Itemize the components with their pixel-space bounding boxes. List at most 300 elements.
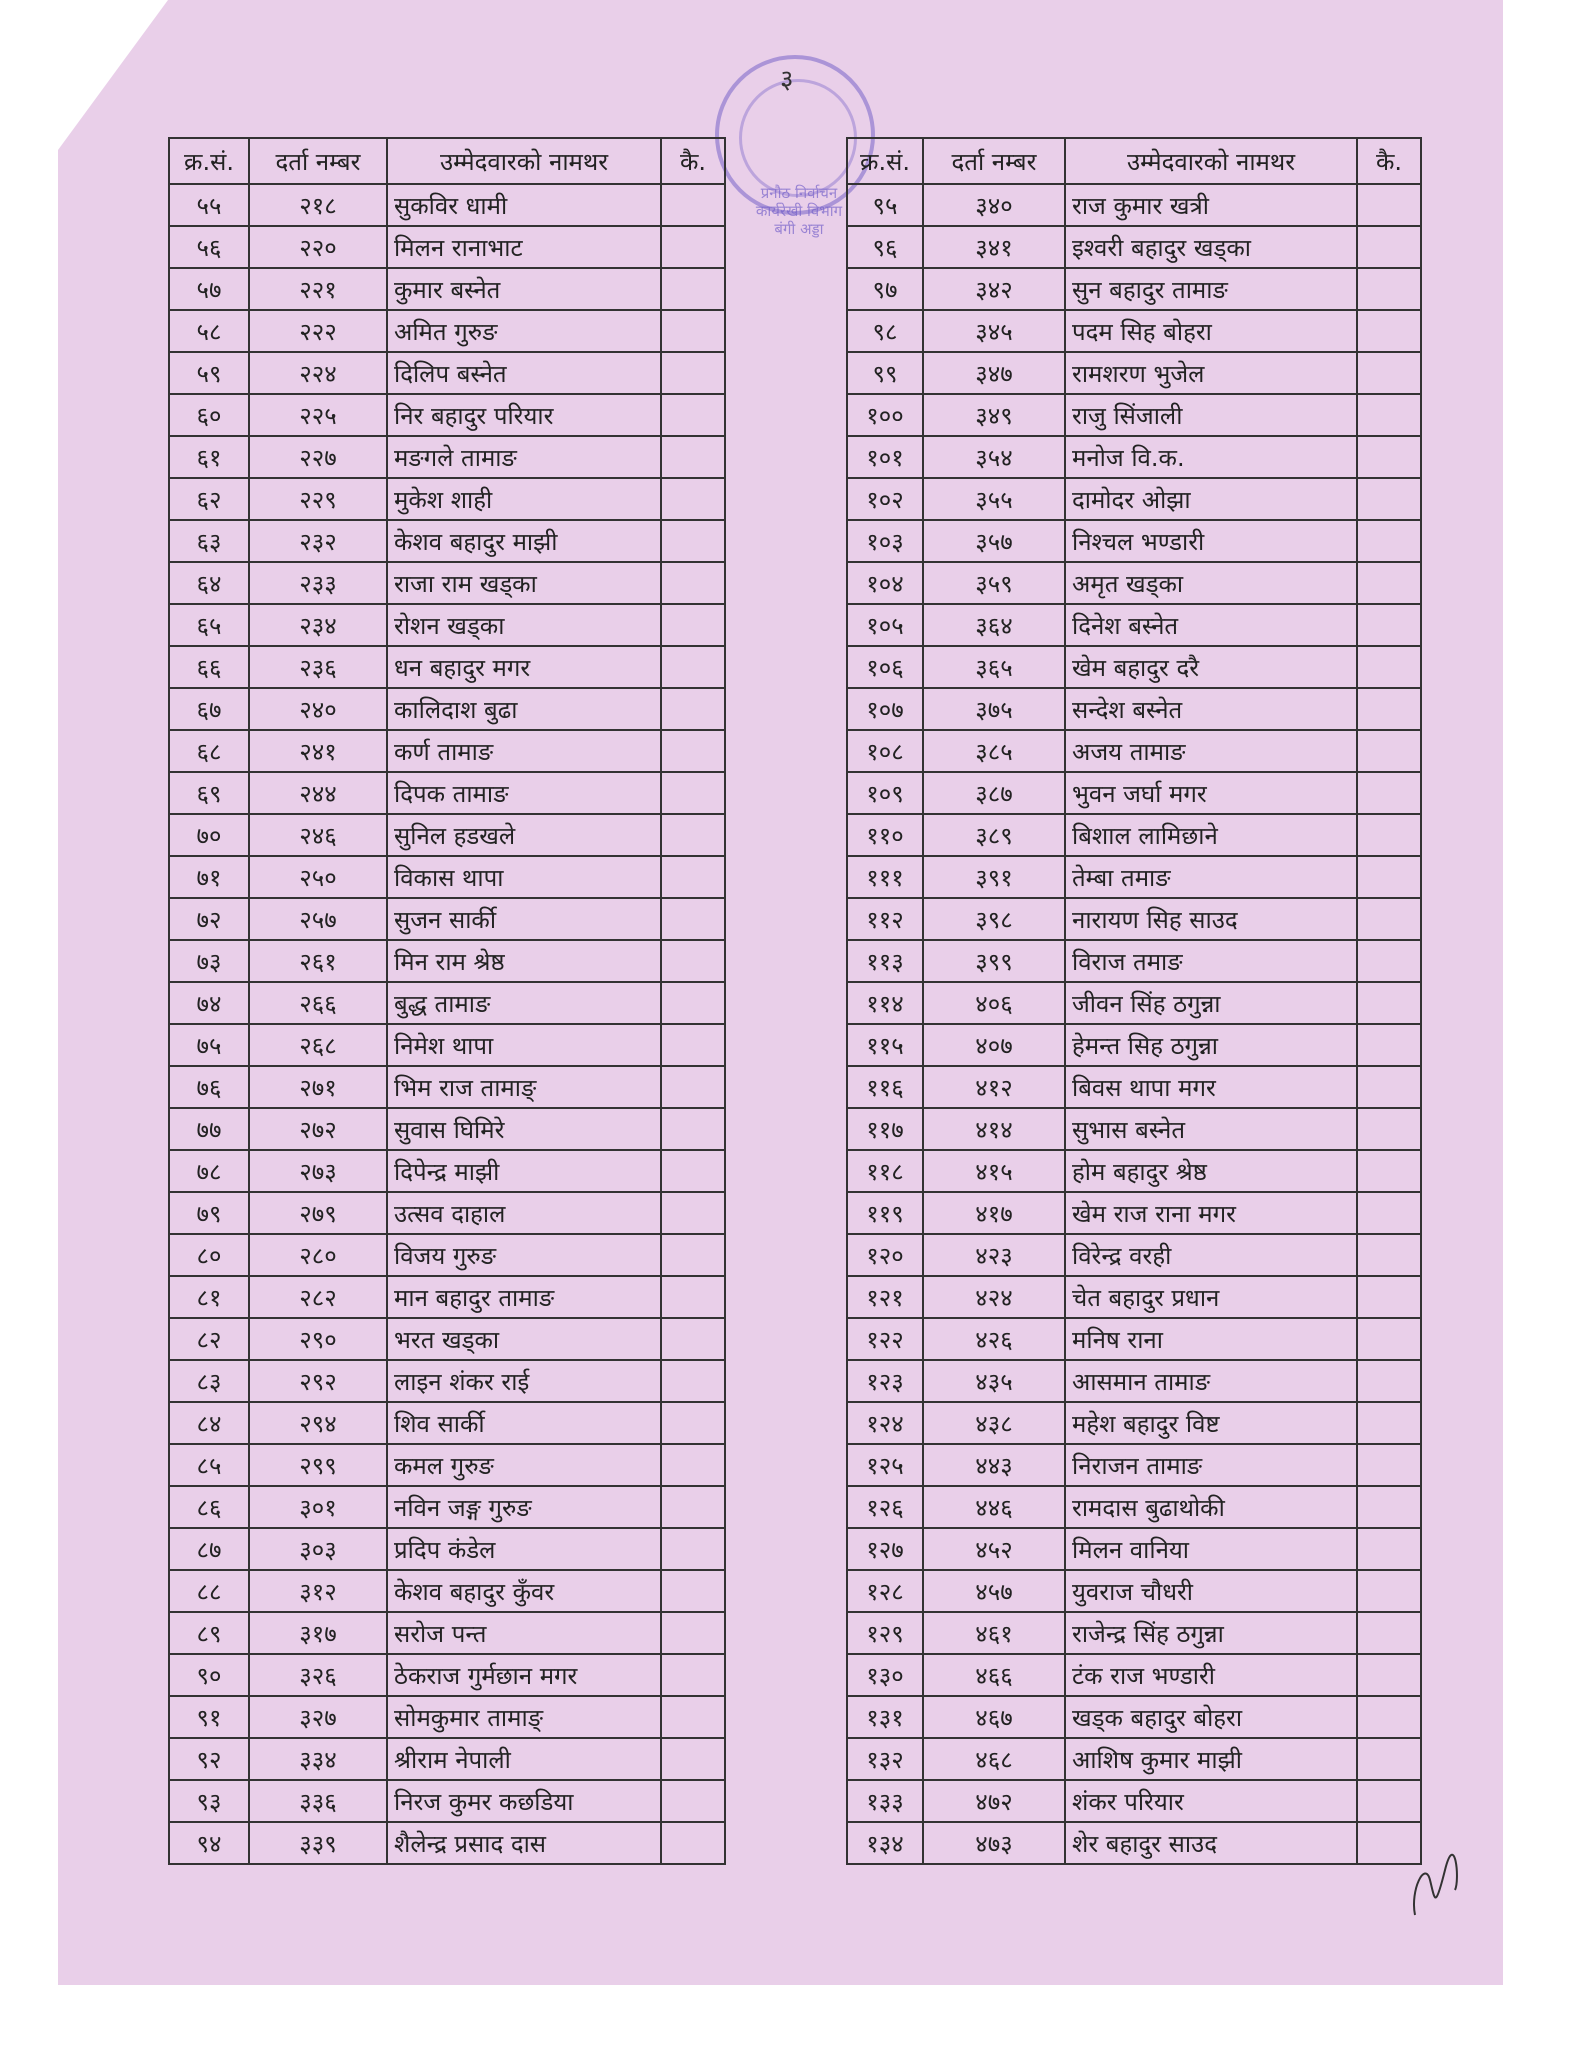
- table-row: [847, 604, 1421, 646]
- table-row: [847, 646, 1421, 688]
- candidate-name-cell: ठेकराज गुर्मछान मगर: [387, 1654, 661, 1696]
- serial-number-cell: १२८: [847, 1570, 923, 1612]
- candidate-name-cell: आसमान तामाङ: [1065, 1360, 1357, 1402]
- remarks-cell: [1357, 730, 1421, 772]
- remarks-cell: [1357, 646, 1421, 688]
- table-row: [169, 352, 725, 394]
- serial-number-cell: १२६: [847, 1486, 923, 1528]
- candidate-name-cell: सुजन सार्की: [387, 898, 661, 940]
- table-row: [847, 1444, 1421, 1486]
- remarks-cell: [661, 394, 725, 436]
- table-row: [847, 1738, 1421, 1780]
- remarks-cell: [1357, 226, 1421, 268]
- table-row: [847, 1570, 1421, 1612]
- registration-number-cell: २२५: [249, 394, 387, 436]
- table-row: [847, 268, 1421, 310]
- serial-number-cell: १०९: [847, 772, 923, 814]
- serial-number-cell: ८२: [169, 1318, 249, 1360]
- serial-number-cell: ९५: [847, 184, 923, 226]
- candidate-name-cell: मनिष राना: [1065, 1318, 1357, 1360]
- table-row: [169, 1822, 725, 1864]
- table-row: [847, 1654, 1421, 1696]
- remarks-cell: [1357, 1318, 1421, 1360]
- candidate-name-cell: सुन बहादुर तामाङ: [1065, 268, 1357, 310]
- table-row: [169, 1318, 725, 1360]
- serial-number-cell: ८१: [169, 1276, 249, 1318]
- serial-number-cell: ५७: [169, 268, 249, 310]
- table-row: [847, 1108, 1421, 1150]
- registration-number-cell: ३५५: [923, 478, 1065, 520]
- remarks-cell: [1357, 604, 1421, 646]
- candidate-name-cell: लाइन शंकर राई: [387, 1360, 661, 1402]
- registration-number-cell: २२९: [249, 478, 387, 520]
- table-row: [847, 310, 1421, 352]
- serial-number-cell: १२९: [847, 1612, 923, 1654]
- serial-number-cell: ८०: [169, 1234, 249, 1276]
- serial-number-cell: ८८: [169, 1570, 249, 1612]
- candidate-name-cell: सरोज पन्त: [387, 1612, 661, 1654]
- table-row: [169, 268, 725, 310]
- candidate-name-cell: राज कुमार खत्री: [1065, 184, 1357, 226]
- remarks-cell: [1357, 1024, 1421, 1066]
- table-row: [169, 1696, 725, 1738]
- table-row: [847, 1486, 1421, 1528]
- remarks-cell: [661, 184, 725, 226]
- candidate-name-cell: विराज तमाङ: [1065, 940, 1357, 982]
- table-row: [847, 436, 1421, 478]
- candidate-name-cell: सुवास घिमिरे: [387, 1108, 661, 1150]
- table-row: [847, 898, 1421, 940]
- remarks-cell: [1357, 352, 1421, 394]
- header-serial-number: क्र.सं.: [169, 138, 249, 184]
- remarks-cell: [1357, 1066, 1421, 1108]
- candidate-name-cell: धन बहादुर मगर: [387, 646, 661, 688]
- serial-number-cell: ५५: [169, 184, 249, 226]
- remarks-cell: [1357, 562, 1421, 604]
- registration-number-cell: ३६४: [923, 604, 1065, 646]
- candidate-name-cell: राजा राम खड्का: [387, 562, 661, 604]
- candidate-name-cell: भिम राज तामाङ्: [387, 1066, 661, 1108]
- serial-number-cell: ११३: [847, 940, 923, 982]
- candidate-name-cell: विकास थापा: [387, 856, 661, 898]
- candidate-table-left: [168, 137, 726, 1865]
- candidate-name-cell: अजय तामाङ: [1065, 730, 1357, 772]
- registration-number-cell: ३७५: [923, 688, 1065, 730]
- header-serial-number: क्र.सं.: [847, 138, 923, 184]
- registration-number-cell: २४४: [249, 772, 387, 814]
- remarks-cell: [661, 1402, 725, 1444]
- serial-number-cell: १२४: [847, 1402, 923, 1444]
- registration-number-cell: २५७: [249, 898, 387, 940]
- table-row: [169, 856, 725, 898]
- candidate-name-cell: कमल गुरुङ: [387, 1444, 661, 1486]
- registration-number-cell: ३९८: [923, 898, 1065, 940]
- candidate-name-cell: नविन जङ्ग गुरुङ: [387, 1486, 661, 1528]
- remarks-cell: [1357, 1654, 1421, 1696]
- remarks-cell: [661, 940, 725, 982]
- table-row: [169, 394, 725, 436]
- remarks-cell: [661, 1612, 725, 1654]
- registration-number-cell: ३८७: [923, 772, 1065, 814]
- serial-number-cell: ७३: [169, 940, 249, 982]
- serial-number-cell: १०८: [847, 730, 923, 772]
- table-row: [847, 1612, 1421, 1654]
- remarks-cell: [661, 1486, 725, 1528]
- table-row: [847, 772, 1421, 814]
- serial-number-cell: १२५: [847, 1444, 923, 1486]
- table-row: [169, 1486, 725, 1528]
- table-row: [169, 1402, 725, 1444]
- registration-number-cell: २७२: [249, 1108, 387, 1150]
- registration-number-cell: २९४: [249, 1402, 387, 1444]
- serial-number-cell: ११६: [847, 1066, 923, 1108]
- serial-number-cell: १२१: [847, 1276, 923, 1318]
- serial-number-cell: १०६: [847, 646, 923, 688]
- table-row: [169, 1192, 725, 1234]
- serial-number-cell: ७२: [169, 898, 249, 940]
- table-row: [169, 1612, 725, 1654]
- registration-number-cell: २२०: [249, 226, 387, 268]
- registration-number-cell: ३४१: [923, 226, 1065, 268]
- serial-number-cell: १३३: [847, 1780, 923, 1822]
- table-row: [847, 1276, 1421, 1318]
- serial-number-cell: ६४: [169, 562, 249, 604]
- candidate-name-cell: निरज कुमर कछडिया: [387, 1780, 661, 1822]
- remarks-cell: [661, 814, 725, 856]
- table-row: [169, 982, 725, 1024]
- serial-number-cell: १०२: [847, 478, 923, 520]
- candidate-name-cell: सोमकुमार तामाङ्: [387, 1696, 661, 1738]
- table-row: [169, 436, 725, 478]
- registration-number-cell: ३४२: [923, 268, 1065, 310]
- serial-number-cell: ६७: [169, 688, 249, 730]
- table-row: [169, 1444, 725, 1486]
- remarks-cell: [1357, 1738, 1421, 1780]
- serial-number-cell: ९३: [169, 1780, 249, 1822]
- serial-number-cell: ११२: [847, 898, 923, 940]
- serial-number-cell: ६३: [169, 520, 249, 562]
- candidate-name-cell: सुनिल हडखले: [387, 814, 661, 856]
- serial-number-cell: ११८: [847, 1150, 923, 1192]
- registration-number-cell: ४३५: [923, 1360, 1065, 1402]
- remarks-cell: [1357, 940, 1421, 982]
- registration-number-cell: ३४५: [923, 310, 1065, 352]
- seal-emblem-icon: [739, 79, 857, 197]
- serial-number-cell: ९०: [169, 1654, 249, 1696]
- candidate-name-cell: सुभास बस्नेत: [1065, 1108, 1357, 1150]
- serial-number-cell: ५९: [169, 352, 249, 394]
- registration-number-cell: २३२: [249, 520, 387, 562]
- registration-number-cell: २९९: [249, 1444, 387, 1486]
- serial-number-cell: ५६: [169, 226, 249, 268]
- registration-number-cell: ४२४: [923, 1276, 1065, 1318]
- serial-number-cell: १०४: [847, 562, 923, 604]
- serial-number-cell: १२०: [847, 1234, 923, 1276]
- remarks-cell: [1357, 856, 1421, 898]
- remarks-cell: [1357, 1444, 1421, 1486]
- remarks-cell: [661, 856, 725, 898]
- registration-number-cell: ४१५: [923, 1150, 1065, 1192]
- serial-number-cell: ७९: [169, 1192, 249, 1234]
- remarks-cell: [1357, 520, 1421, 562]
- remarks-cell: [661, 1234, 725, 1276]
- remarks-cell: [1357, 1234, 1421, 1276]
- registration-number-cell: ४३८: [923, 1402, 1065, 1444]
- registration-number-cell: ३४०: [923, 184, 1065, 226]
- serial-number-cell: १११: [847, 856, 923, 898]
- table-row: [169, 688, 725, 730]
- candidate-name-cell: इश्वरी बहादुर खड्का: [1065, 226, 1357, 268]
- candidate-name-cell: मिलन रानाभाट: [387, 226, 661, 268]
- table-row: [847, 1024, 1421, 1066]
- table-row: [169, 478, 725, 520]
- remarks-cell: [1357, 688, 1421, 730]
- registration-number-cell: ४१७: [923, 1192, 1065, 1234]
- table-row: [847, 1528, 1421, 1570]
- registration-number-cell: ३२७: [249, 1696, 387, 1738]
- remarks-cell: [661, 562, 725, 604]
- remarks-cell: [661, 1696, 725, 1738]
- remarks-cell: [661, 268, 725, 310]
- serial-number-cell: ९१: [169, 1696, 249, 1738]
- remarks-cell: [661, 436, 725, 478]
- remarks-cell: [1357, 1150, 1421, 1192]
- candidate-name-cell: भुवन जर्घा मगर: [1065, 772, 1357, 814]
- candidate-name-cell: श्रीराम नेपाली: [387, 1738, 661, 1780]
- serial-number-cell: ९८: [847, 310, 923, 352]
- remarks-cell: [661, 898, 725, 940]
- seal-line-3: बंगी अड्डा: [774, 220, 824, 238]
- remarks-cell: [1357, 268, 1421, 310]
- serial-number-cell: ११४: [847, 982, 923, 1024]
- serial-number-cell: ११७: [847, 1108, 923, 1150]
- remarks-cell: [1357, 1108, 1421, 1150]
- table-row: [847, 1360, 1421, 1402]
- remarks-cell: [661, 1780, 725, 1822]
- remarks-cell: [661, 1654, 725, 1696]
- candidate-name-cell: मिन राम श्रेष्ठ: [387, 940, 661, 982]
- remarks-cell: [1357, 814, 1421, 856]
- table-row: [847, 982, 1421, 1024]
- remarks-cell: [1357, 772, 1421, 814]
- remarks-cell: [661, 1318, 725, 1360]
- serial-number-cell: ११०: [847, 814, 923, 856]
- remarks-cell: [661, 520, 725, 562]
- candidate-name-cell: नारायण सिह साउद: [1065, 898, 1357, 940]
- registration-number-cell: ४४३: [923, 1444, 1065, 1486]
- registration-number-cell: २७३: [249, 1150, 387, 1192]
- table-row: [847, 1066, 1421, 1108]
- table-row: [169, 1066, 725, 1108]
- header-registration-number: दर्ता नम्बर: [923, 138, 1065, 184]
- registration-number-cell: ३५९: [923, 562, 1065, 604]
- candidate-name-cell: जीवन सिंह ठगुन्ना: [1065, 982, 1357, 1024]
- registration-number-cell: २४०: [249, 688, 387, 730]
- serial-number-cell: ८४: [169, 1402, 249, 1444]
- table-row: [847, 1318, 1421, 1360]
- table-row: [169, 1780, 725, 1822]
- table-header-row: [169, 138, 725, 184]
- registration-number-cell: ३५४: [923, 436, 1065, 478]
- table-row: [169, 1570, 725, 1612]
- candidate-name-cell: मिलन वानिया: [1065, 1528, 1357, 1570]
- table-row: [847, 226, 1421, 268]
- serial-number-cell: १३०: [847, 1654, 923, 1696]
- registration-number-cell: ४५७: [923, 1570, 1065, 1612]
- registration-number-cell: ३४९: [923, 394, 1065, 436]
- serial-number-cell: ८९: [169, 1612, 249, 1654]
- serial-number-cell: १०१: [847, 436, 923, 478]
- serial-number-cell: ८५: [169, 1444, 249, 1486]
- table-row: [169, 1360, 725, 1402]
- candidate-name-cell: शंकर परियार: [1065, 1780, 1357, 1822]
- remarks-cell: [661, 1024, 725, 1066]
- candidate-name-cell: शैलेन्द्र प्रसाद दास: [387, 1822, 661, 1864]
- serial-number-cell: ६५: [169, 604, 249, 646]
- table-row: [847, 856, 1421, 898]
- header-remarks: कै.: [661, 138, 725, 184]
- table-row: [847, 1780, 1421, 1822]
- candidate-name-cell: निमेश थापा: [387, 1024, 661, 1066]
- serial-number-cell: ७०: [169, 814, 249, 856]
- serial-number-cell: १२२: [847, 1318, 923, 1360]
- candidate-name-cell: विरेन्द्र वरही: [1065, 1234, 1357, 1276]
- candidate-name-cell: मान बहादुर तामाङ: [387, 1276, 661, 1318]
- remarks-cell: [661, 352, 725, 394]
- registration-number-cell: २६८: [249, 1024, 387, 1066]
- remarks-cell: [1357, 1276, 1421, 1318]
- table-row: [169, 1234, 725, 1276]
- registration-number-cell: ४६१: [923, 1612, 1065, 1654]
- serial-number-cell: ७१: [169, 856, 249, 898]
- registration-number-cell: २३४: [249, 604, 387, 646]
- registration-number-cell: २३३: [249, 562, 387, 604]
- folded-corner: [58, 0, 168, 150]
- table-row: [847, 184, 1421, 226]
- table-row: [847, 1696, 1421, 1738]
- remarks-cell: [1357, 1570, 1421, 1612]
- table-header-row: [847, 138, 1421, 184]
- table-row: [169, 1150, 725, 1192]
- registration-number-cell: ३२६: [249, 1654, 387, 1696]
- candidate-name-cell: तेम्बा तमाङ: [1065, 856, 1357, 898]
- candidate-name-cell: युवराज चौधरी: [1065, 1570, 1357, 1612]
- registration-number-cell: ३४७: [923, 352, 1065, 394]
- table-row: [847, 688, 1421, 730]
- registration-number-cell: २६१: [249, 940, 387, 982]
- registration-number-cell: ४२६: [923, 1318, 1065, 1360]
- remarks-cell: [1357, 1192, 1421, 1234]
- remarks-cell: [661, 1528, 725, 1570]
- table-row: [169, 646, 725, 688]
- table-row: [847, 1192, 1421, 1234]
- candidate-name-cell: कुमार बस्नेत: [387, 268, 661, 310]
- candidate-name-cell: खेम बहादुर दरै: [1065, 646, 1357, 688]
- remarks-cell: [1357, 982, 1421, 1024]
- header-registration-number: दर्ता नम्बर: [249, 138, 387, 184]
- table-row: [169, 1738, 725, 1780]
- registration-number-cell: २२७: [249, 436, 387, 478]
- remarks-cell: [661, 982, 725, 1024]
- registration-number-cell: २९२: [249, 1360, 387, 1402]
- remarks-cell: [661, 1108, 725, 1150]
- serial-number-cell: ६०: [169, 394, 249, 436]
- remarks-cell: [1357, 1360, 1421, 1402]
- registration-number-cell: ४६६: [923, 1654, 1065, 1696]
- registration-number-cell: ४१४: [923, 1108, 1065, 1150]
- serial-number-cell: ५८: [169, 310, 249, 352]
- remarks-cell: [661, 1150, 725, 1192]
- table-row: [169, 310, 725, 352]
- registration-number-cell: २३६: [249, 646, 387, 688]
- remarks-cell: [1357, 898, 1421, 940]
- table-row: [847, 1822, 1421, 1864]
- registration-number-cell: ४४६: [923, 1486, 1065, 1528]
- table-row: [169, 1024, 725, 1066]
- registration-number-cell: २९०: [249, 1318, 387, 1360]
- registration-number-cell: २१८: [249, 184, 387, 226]
- registration-number-cell: ४७३: [923, 1822, 1065, 1864]
- candidate-name-cell: उत्सव दाहाल: [387, 1192, 661, 1234]
- registration-number-cell: २८२: [249, 1276, 387, 1318]
- remarks-cell: [661, 310, 725, 352]
- remarks-cell: [661, 646, 725, 688]
- serial-number-cell: ९६: [847, 226, 923, 268]
- candidate-name-cell: खड्क बहादुर बोहरा: [1065, 1696, 1357, 1738]
- remarks-cell: [661, 1570, 725, 1612]
- table-row: [169, 1108, 725, 1150]
- candidate-name-cell: निराजन तामाङ: [1065, 1444, 1357, 1486]
- candidate-name-cell: शेर बहादुर साउद: [1065, 1822, 1357, 1864]
- candidate-name-cell: भरत खड्का: [387, 1318, 661, 1360]
- table-row: [169, 730, 725, 772]
- table-row: [169, 898, 725, 940]
- table-row: [847, 730, 1421, 772]
- registration-number-cell: २७१: [249, 1066, 387, 1108]
- registration-number-cell: २२२: [249, 310, 387, 352]
- candidate-name-cell: सन्देश बस्नेत: [1065, 688, 1357, 730]
- registration-number-cell: ३८९: [923, 814, 1065, 856]
- registration-number-cell: ३६५: [923, 646, 1065, 688]
- table-row: [847, 562, 1421, 604]
- candidate-name-cell: प्रदिप कंडेल: [387, 1528, 661, 1570]
- remarks-cell: [661, 1276, 725, 1318]
- remarks-cell: [1357, 1402, 1421, 1444]
- candidate-name-cell: दिपेन्द्र माझी: [387, 1150, 661, 1192]
- candidate-name-cell: खेम राज राना मगर: [1065, 1192, 1357, 1234]
- remarks-cell: [661, 688, 725, 730]
- remarks-cell: [1357, 184, 1421, 226]
- serial-number-cell: १०५: [847, 604, 923, 646]
- candidate-name-cell: सुकविर धामी: [387, 184, 661, 226]
- registration-number-cell: ४२३: [923, 1234, 1065, 1276]
- serial-number-cell: ७७: [169, 1108, 249, 1150]
- serial-number-cell: ६८: [169, 730, 249, 772]
- serial-number-cell: ११५: [847, 1024, 923, 1066]
- registration-number-cell: ३५७: [923, 520, 1065, 562]
- candidate-name-cell: दामोदर ओझा: [1065, 478, 1357, 520]
- candidate-name-cell: मनोज वि.क.: [1065, 436, 1357, 478]
- remarks-cell: [661, 1738, 725, 1780]
- candidate-name-cell: बुद्ध तामाङ: [387, 982, 661, 1024]
- remarks-cell: [661, 1444, 725, 1486]
- candidate-name-cell: दिलिप बस्नेत: [387, 352, 661, 394]
- serial-number-cell: १००: [847, 394, 923, 436]
- candidate-name-cell: अमृत खड्का: [1065, 562, 1357, 604]
- registration-number-cell: ३१७: [249, 1612, 387, 1654]
- serial-number-cell: ८३: [169, 1360, 249, 1402]
- candidate-name-cell: विजय गुरुङ: [387, 1234, 661, 1276]
